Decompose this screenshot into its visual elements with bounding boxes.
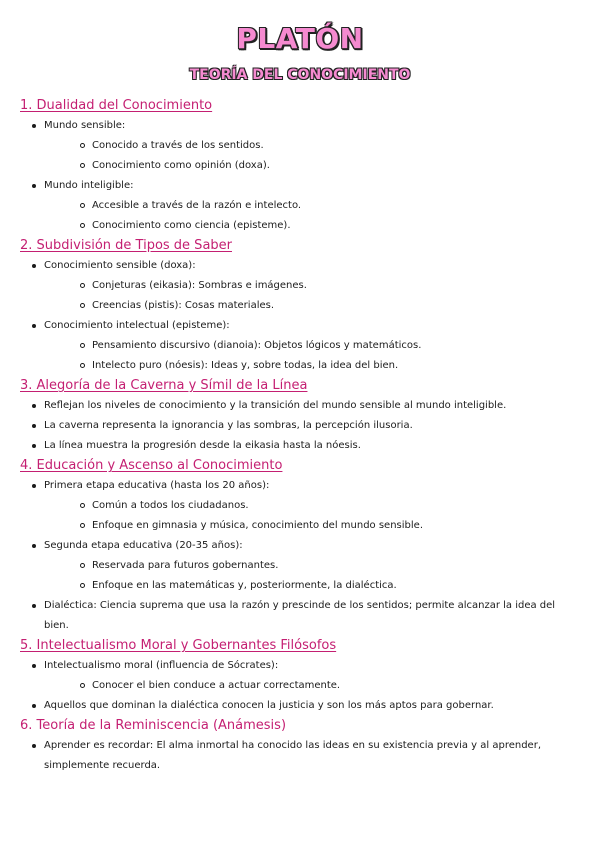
list-item: Primera etapa educativa (hasta los 20 años): Común a todos los ciudadanos. Enfoque en gimnasia y música, conocimiento del mundo sensible. — [20, 476, 580, 536]
sub-list-item: Conocimiento como opinión (doxa). — [44, 156, 580, 176]
section-heading: 5. Intelectualismo Moral y Gobernantes Filósofos — [20, 638, 337, 653]
bullet-icon — [32, 664, 36, 668]
bullet-icon — [32, 424, 36, 428]
sub-list-item: Conocido a través de los sentidos. — [44, 136, 580, 156]
section-heading: 2. Subdivisión de Tipos de Saber — [20, 238, 232, 253]
section-5 — [20, 636, 580, 716]
section-4 — [20, 456, 580, 636]
section-heading: 4. Educación y Ascenso al Conocimiento — [20, 458, 283, 473]
bullet-icon — [32, 184, 36, 188]
bullet-icon — [32, 704, 36, 708]
bullet-icon — [32, 544, 36, 548]
list-item: La línea muestra la progresión desde la eikasia hasta la nóesis. — [20, 436, 580, 456]
circle-bullet-icon — [80, 283, 85, 288]
sub-list-item: Enfoque en gimnasia y música, conocimiento del mundo sensible. — [44, 516, 580, 536]
sub-list-item: Común a todos los ciudadanos. — [44, 496, 580, 516]
list-item: La caverna representa la ignorancia y las sombras, la percepción ilusoria. — [20, 416, 580, 436]
list-item: Conocimiento intelectual (episteme): Pensamiento discursivo (dianoia): Objetos lógicos y matemáticos. Intelecto puro (nóesis): Ideas y, sobre todas, la idea del bien. — [20, 316, 580, 376]
sub-list-item: Accesible a través de la razón e intelecto. — [44, 196, 580, 216]
list-item: Mundo inteligible: Accesible a través de la razón e intelecto. Conocimiento como ciencia (episteme). — [20, 176, 580, 236]
sub-list-item: Conocimiento como ciencia (episteme). — [44, 216, 580, 236]
bullet-icon — [32, 484, 36, 488]
sub-list-item: Creencias (pistis): Cosas materiales. — [44, 296, 580, 316]
page-title: PLATÓN — [236, 22, 364, 55]
bullet-icon — [32, 444, 36, 448]
circle-bullet-icon — [80, 203, 85, 208]
circle-bullet-icon — [80, 683, 85, 688]
circle-bullet-icon — [80, 523, 85, 528]
bullet-icon — [32, 404, 36, 408]
list-item: Mundo sensible: Conocido a través de los sentidos. Conocimiento como opinión (doxa). — [20, 116, 580, 176]
bullet-icon — [32, 324, 36, 328]
bullet-icon — [32, 744, 36, 748]
circle-bullet-icon — [80, 143, 85, 148]
section-1 — [20, 96, 580, 236]
circle-bullet-icon — [80, 583, 85, 588]
sub-list-item: Conocer el bien conduce a actuar correctamente. — [44, 676, 580, 696]
sub-list-item: Conjeturas (eikasia): Sombras e imágenes. — [44, 276, 580, 296]
sub-list-item: Pensamiento discursivo (dianoia): Objetos lógicos y matemáticos. — [44, 336, 580, 356]
sub-list-item: Reservada para futuros gobernantes. — [44, 556, 580, 576]
circle-bullet-icon — [80, 223, 85, 228]
list-item: Intelectualismo moral (influencia de Sócrates): Conocer el bien conduce a actuar correctamente. — [20, 656, 580, 696]
bullet-icon — [32, 604, 36, 608]
circle-bullet-icon — [80, 503, 85, 508]
document-body — [20, 96, 580, 776]
circle-bullet-icon — [80, 303, 85, 308]
section-2 — [20, 236, 580, 376]
section-3 — [20, 376, 580, 456]
circle-bullet-icon — [80, 163, 85, 168]
sub-list-item: Intelecto puro (nóesis): Ideas y, sobre todas, la idea del bien. — [44, 356, 580, 376]
section-heading: 1. Dualidad del Conocimiento — [20, 98, 213, 113]
sub-list-item: Enfoque en las matemáticas y, posteriormente, la dialéctica. — [44, 576, 580, 596]
list-item: Segunda etapa educativa (20-35 años): Reservada para futuros gobernantes. Enfoque en las matemáticas y, posteriormente, la dialéctica. — [20, 536, 580, 596]
circle-bullet-icon — [80, 363, 85, 368]
bullet-icon — [32, 264, 36, 268]
list-item: Aquellos que dominan la dialéctica conocen la justicia y son los más aptos para gobernar. — [20, 696, 580, 716]
bullet-icon — [32, 124, 36, 128]
list-item: Conocimiento sensible (doxa): Conjeturas (eikasia): Sombras e imágenes. Creencias (pistis): Cosas materiales. — [20, 256, 580, 316]
section-heading: 6. Teoría de la Reminiscencia (Anámesis) — [20, 718, 287, 733]
section-heading: 3. Alegoría de la Caverna y Símil de la Línea — [20, 378, 308, 393]
circle-bullet-icon — [80, 563, 85, 568]
page-subtitle: TEORÍA DEL CONOCIMIENTO — [189, 67, 411, 83]
section-6 — [20, 716, 580, 776]
list-item: Aprender es recordar: El alma inmortal ha conocido las ideas en su existencia previa y al aprender, simplemente recuerda. — [20, 736, 580, 776]
list-item: Dialéctica: Ciencia suprema que usa la razón y prescinde de los sentidos; permite alcanzar la idea del bien. — [20, 596, 580, 636]
circle-bullet-icon — [80, 343, 85, 348]
list-item: Reflejan los niveles de conocimiento y la transición del mundo sensible al mundo inteligible. — [20, 396, 580, 416]
